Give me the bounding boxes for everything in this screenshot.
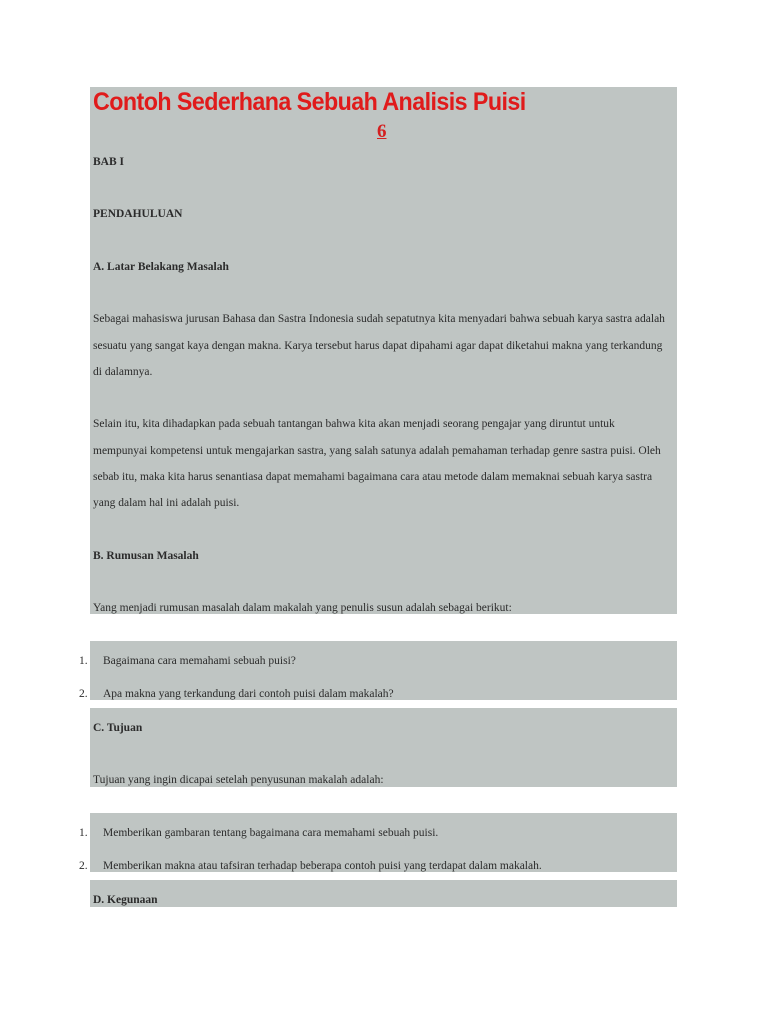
list-item: Memberikan gambaran tentang bagaimana cara memahami sebuah puisi.	[103, 827, 439, 839]
list-item: Apa makna yang terkandung dari contoh puisi dalam makalah?	[103, 688, 394, 700]
list-item-number: 1.	[79, 827, 88, 839]
paragraph-line: di dalamnya.	[93, 366, 153, 378]
list-item-number: 1.	[79, 655, 88, 667]
paragraph-line: Selain itu, kita dihadapkan pada sebuah tantangan bahwa kita akan menjadi seorang pengajar yang diruntut untuk	[93, 418, 615, 430]
paragraph-line: sesuatu yang sangat kaya dengan makna. Karya tersebut harus dapat dipahami agar dapat diketahui makna yang terkandung	[93, 340, 663, 352]
paragraph-line: mempunyai kompetensi untuk mengajarkan sastra, yang salah satunya adalah pemahaman terhadap genre sastra puisi. Oleh	[93, 445, 661, 457]
chapter-label: BAB I	[93, 156, 124, 168]
list-item: Memberikan makna atau tafsiran terhadap beberapa contoh puisi yang terdapat dalam makalah.	[103, 860, 542, 872]
paragraph-line: Sebagai mahasiswa jurusan Bahasa dan Sastra Indonesia sudah sepatutnya kita menyadari bahwa sebuah karya sastra adalah	[93, 313, 665, 325]
section-c-heading: C. Tujuan	[93, 722, 143, 734]
chapter-title: PENDAHULUAN	[93, 208, 183, 220]
section-b-intro: Yang menjadi rumusan masalah dalam makalah yang penulis susun adalah sebagai berikut:	[93, 602, 512, 614]
document-title: Contoh Sederhana Sebuah Analisis Puisi	[93, 88, 526, 116]
section-d-heading: D. Kegunaan	[93, 894, 158, 906]
page-number-link[interactable]: 6	[377, 121, 387, 142]
paragraph-line: sebab itu, maka kita harus senantiasa dapat memahami bagaimana cara atau metode dalam memaknai sebuah karya sastra	[93, 471, 653, 483]
list-item-number: 2.	[79, 688, 88, 700]
section-a-heading: A. Latar Belakang Masalah	[93, 261, 229, 273]
paragraph-line: yang dalam hal ini adalah puisi.	[93, 497, 240, 509]
content-panel	[90, 880, 677, 907]
list-item: Bagaimana cara memahami sebuah puisi?	[103, 655, 296, 667]
section-b-heading: B. Rumusan Masalah	[93, 550, 199, 562]
section-c-intro: Tujuan yang ingin dicapai setelah penyusunan makalah adalah:	[93, 774, 384, 786]
list-item-number: 2.	[79, 860, 88, 872]
